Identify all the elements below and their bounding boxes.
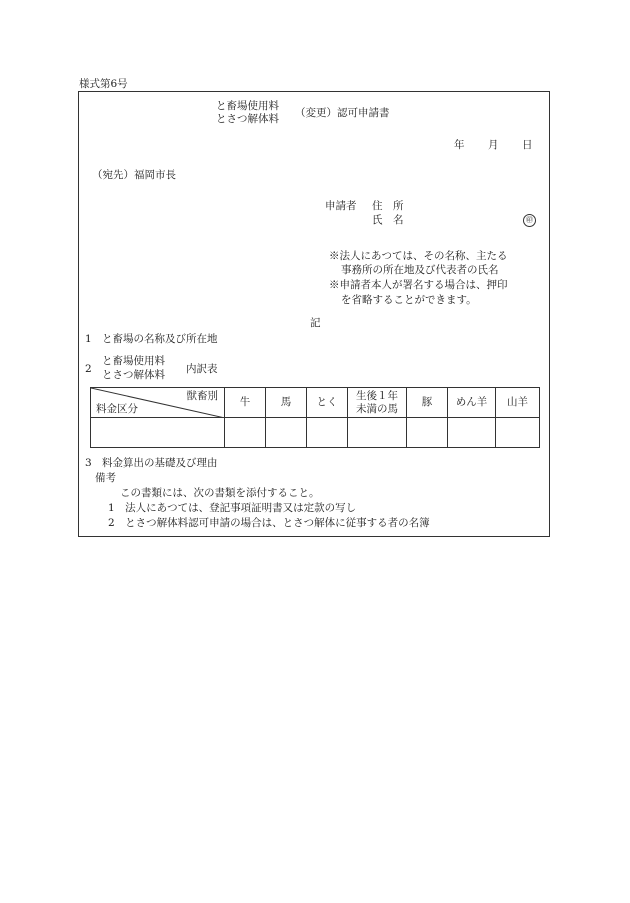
applicant-address-label: 住 所	[372, 200, 404, 212]
table-header-row	[91, 388, 540, 418]
date-day: 日	[522, 139, 533, 151]
remarks-heading: 備考	[95, 472, 116, 484]
remarks-intro: この書類には、次の書類を添付すること。	[120, 487, 320, 499]
applicant-name-label: 氏 名	[372, 214, 404, 226]
table-cell[interactable]	[448, 418, 496, 448]
table-cell[interactable]	[496, 418, 540, 448]
item2-number: 2	[85, 363, 92, 375]
title-fee-line2: とさつ解体料	[216, 113, 279, 125]
item1-text: と畜場の名称及び所在地	[102, 333, 218, 345]
header-animal-type: 獣畜別	[186, 390, 218, 402]
applicant-label: 申請者	[325, 200, 357, 212]
item3-text: 料金算出の基礎及び理由	[102, 457, 218, 469]
ki-heading: 記	[310, 317, 321, 329]
table-cell[interactable]	[225, 418, 266, 448]
note-signature-2: を省略することができます。	[341, 294, 477, 306]
title-fee-line1: と畜場使用料	[216, 100, 279, 112]
table-cell[interactable]	[348, 418, 407, 448]
table-cell[interactable]	[266, 418, 307, 448]
item2-line2: とさつ解体料	[102, 369, 165, 381]
column-header: 牛	[225, 388, 266, 418]
table-cell[interactable]	[407, 418, 448, 448]
date-month: 月	[488, 139, 499, 151]
item1-number: 1	[85, 333, 92, 345]
column-header: 豚	[407, 388, 448, 418]
form-frame	[78, 91, 550, 537]
item2-line1: と畜場使用料	[102, 355, 165, 367]
note-signature-1: ※申請者本人が署名する場合は、押印	[329, 279, 508, 291]
remarks-item: 2 とさつ解体料認可申請の場合は、とさつ解体に従事する者の名簿	[108, 517, 430, 529]
column-header: 生後１年未満の馬	[348, 388, 407, 418]
form-number: 様式第6号	[79, 78, 128, 90]
fee-breakdown-table	[90, 387, 540, 448]
table-cell[interactable]	[91, 418, 225, 448]
header-fee-category: 料金区分	[96, 402, 138, 415]
column-header: めん羊	[448, 388, 496, 418]
item3-number: 3	[85, 457, 92, 469]
note-corporation-1: ※法人にあつては、その名称、主たる	[329, 250, 508, 262]
column-header: とく	[307, 388, 348, 418]
table-row	[91, 418, 540, 448]
addressee: （宛先）福岡市長	[92, 169, 176, 181]
date-year: 年	[454, 139, 465, 151]
column-header: 山羊	[496, 388, 540, 418]
corner-header-cell	[91, 388, 225, 418]
table-cell[interactable]	[307, 418, 348, 448]
title-suffix: （変更）認可申請書	[295, 107, 390, 119]
item2-suffix: 内訳表	[186, 363, 218, 375]
note-corporation-2: 事務所の所在地及び代表者の氏名	[341, 264, 499, 276]
remarks-item: 1 法人にあつては、登記事項証明書又は定款の写し	[108, 502, 357, 514]
seal-mark: ㊞	[523, 214, 536, 227]
column-header: 馬	[266, 388, 307, 418]
